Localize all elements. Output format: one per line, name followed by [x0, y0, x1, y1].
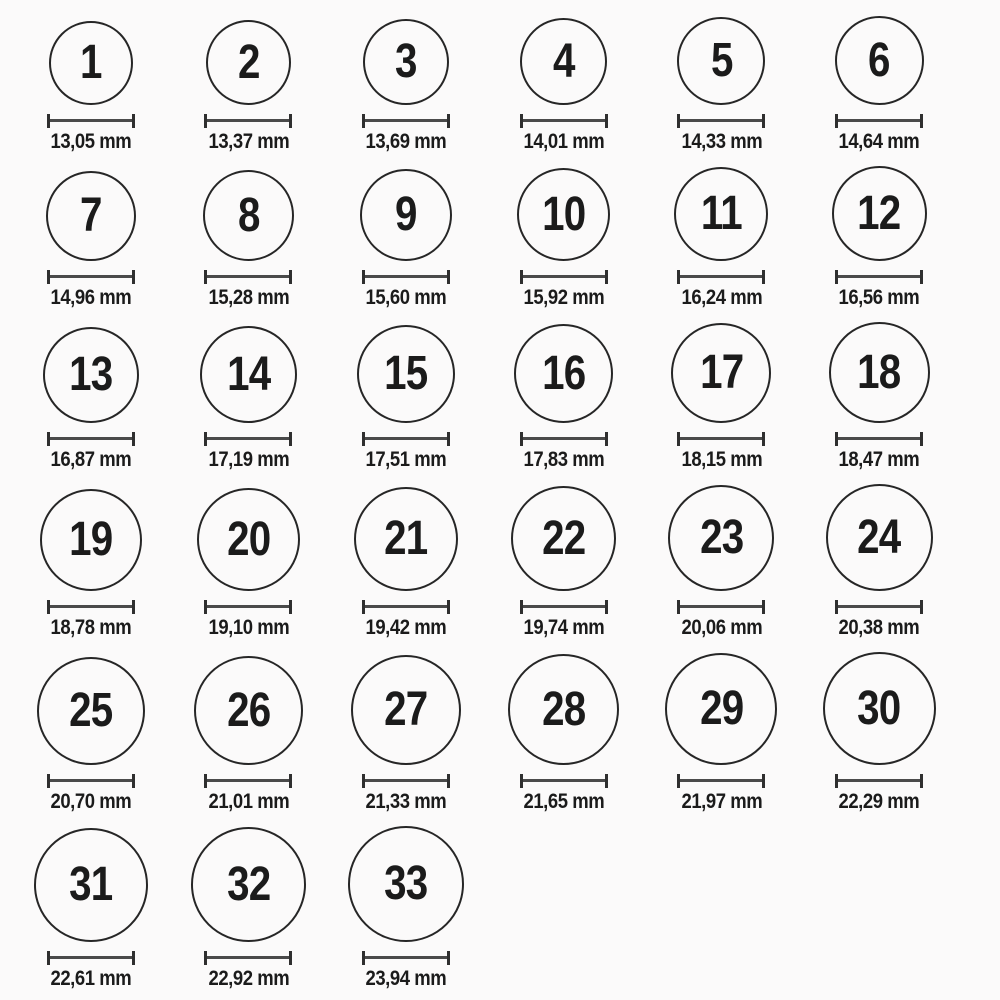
ring-size-number: 18 — [857, 345, 901, 399]
diameter-measure-line — [204, 951, 292, 965]
diameter-measure-line — [47, 114, 135, 128]
diameter-measure-line — [47, 432, 135, 446]
ring-size-number: 33 — [384, 857, 428, 911]
diameter-measure-line — [520, 774, 608, 788]
ring-size-item — [360, 169, 452, 309]
ring-size-item — [517, 168, 610, 309]
ring-circle — [823, 652, 936, 765]
ring-circle — [677, 17, 765, 105]
ring-size-item — [514, 324, 613, 471]
ring-circle — [520, 18, 607, 105]
ring-size-item — [203, 20, 295, 153]
ring-size-item — [40, 489, 142, 639]
diameter-label: 14,33 mm — [681, 130, 762, 153]
ring-circle — [674, 167, 768, 261]
diameter-measure-line — [204, 270, 292, 284]
diameter-label: 19,42 mm — [365, 616, 447, 640]
ring-size-number: 24 — [857, 510, 901, 564]
ring-size-item — [203, 170, 295, 309]
ring-size-number: 5 — [710, 34, 733, 87]
diameter-label: 23,94 mm — [365, 967, 447, 991]
diameter-label: 14,01 mm — [523, 130, 605, 153]
diameter-measure-line — [204, 114, 292, 128]
diameter-label: 15,28 mm — [208, 286, 289, 310]
ring-size-item — [194, 656, 303, 813]
diameter-label: 13,37 mm — [208, 130, 289, 153]
diameter-label: 18,78 mm — [50, 616, 132, 640]
ring-size-number: 20 — [226, 512, 271, 566]
ring-circle — [363, 19, 449, 105]
diameter-label: 21,01 mm — [208, 790, 289, 814]
ring-circle — [832, 166, 927, 261]
diameter-label: 22,29 mm — [838, 790, 920, 814]
ring-circle — [206, 20, 291, 105]
diameter-label: 21,65 mm — [523, 790, 605, 814]
ring-size-number: 29 — [699, 682, 744, 736]
diameter-label: 15,92 mm — [523, 286, 605, 310]
ring-size-number: 7 — [80, 189, 102, 243]
ring-size-number: 31 — [69, 858, 113, 912]
diameter-label: 16,56 mm — [838, 286, 920, 310]
ring-circle — [835, 16, 924, 105]
ring-circle — [665, 653, 777, 765]
ring-size-number: 3 — [395, 35, 417, 88]
ring-circle — [354, 487, 458, 591]
ring-circle — [360, 169, 452, 261]
diameter-label: 17,51 mm — [365, 448, 447, 472]
ring-size-number: 28 — [542, 682, 586, 736]
ring-size-number: 2 — [237, 35, 260, 89]
diameter-measure-line — [835, 114, 923, 128]
diameter-measure-line — [362, 432, 450, 446]
ring-size-item — [832, 166, 927, 309]
ring-circle — [508, 654, 619, 765]
ring-size-item — [674, 167, 768, 309]
diameter-label: 14,64 mm — [838, 130, 920, 153]
diameter-measure-line — [520, 432, 608, 446]
ring-size-number: 25 — [69, 684, 113, 738]
diameter-label: 22,92 mm — [208, 967, 289, 991]
ring-size-number: 32 — [226, 857, 271, 911]
diameter-measure-line — [835, 270, 923, 284]
ring-size-item — [511, 486, 616, 639]
diameter-measure-line — [835, 774, 923, 788]
diameter-measure-line — [362, 600, 450, 614]
ring-size-number: 14 — [226, 347, 271, 401]
ring-circle — [40, 489, 142, 591]
ring-size-number: 23 — [699, 511, 744, 565]
diameter-label: 14,96 mm — [50, 286, 132, 310]
ring-circle — [46, 171, 136, 261]
ring-size-item — [357, 325, 455, 471]
ring-size-item — [191, 827, 306, 990]
ring-size-item — [833, 16, 925, 153]
diameter-measure-line — [835, 432, 923, 446]
diameter-measure-line — [362, 270, 450, 284]
ring-size-number: 22 — [542, 511, 586, 565]
ring-size-number: 8 — [237, 188, 260, 242]
ring-size-number: 1 — [80, 36, 102, 89]
ring-circle — [200, 326, 297, 423]
ring-size-item — [826, 484, 933, 639]
ring-circle — [203, 170, 294, 261]
ring-circle — [514, 324, 613, 423]
ring-circle — [49, 21, 133, 105]
diameter-label: 21,33 mm — [365, 790, 447, 814]
ring-size-number: 12 — [857, 186, 901, 240]
diameter-label: 21,97 mm — [681, 790, 762, 814]
ring-circle — [668, 485, 774, 591]
ring-size-item — [37, 657, 145, 813]
ring-size-item — [43, 327, 139, 471]
diameter-label: 19,74 mm — [523, 616, 605, 640]
diameter-label: 18,15 mm — [681, 448, 762, 472]
diameter-label: 15,60 mm — [365, 286, 447, 310]
diameter-measure-line — [47, 270, 135, 284]
ring-size-number: 21 — [384, 512, 428, 566]
ring-size-item — [665, 653, 777, 813]
ring-size-item — [829, 322, 930, 471]
ring-size-item — [508, 654, 619, 813]
ring-circle — [43, 327, 139, 423]
diameter-measure-line — [47, 600, 135, 614]
ring-circle — [671, 323, 771, 423]
diameter-label: 16,87 mm — [50, 448, 132, 472]
diameter-measure-line — [520, 270, 608, 284]
ring-circle — [517, 168, 610, 261]
ring-circle — [37, 657, 145, 765]
diameter-measure-line — [835, 600, 923, 614]
ring-circle — [191, 827, 306, 942]
ring-size-number: 27 — [384, 683, 428, 737]
diameter-measure-line — [47, 951, 135, 965]
ring-size-number: 17 — [699, 346, 744, 400]
ring-circle — [351, 655, 461, 765]
diameter-label: 20,70 mm — [50, 790, 132, 814]
ring-size-item — [34, 828, 148, 990]
diameter-measure-line — [204, 432, 292, 446]
ring-size-item — [197, 488, 300, 639]
ring-size-item — [351, 655, 461, 813]
ring-circle — [194, 656, 303, 765]
diameter-measure-line — [47, 774, 135, 788]
ring-size-number: 6 — [868, 33, 890, 87]
ring-size-number: 13 — [69, 348, 113, 402]
ring-circle — [511, 486, 616, 591]
ring-size-number: 4 — [553, 34, 575, 88]
ring-circle — [348, 826, 464, 942]
diameter-label: 13,05 mm — [50, 130, 132, 153]
diameter-label: 20,38 mm — [838, 616, 920, 640]
diameter-label: 20,06 mm — [681, 616, 762, 640]
ring-circle — [829, 322, 930, 423]
ring-size-item — [518, 18, 610, 153]
ring-size-item — [360, 19, 452, 153]
diameter-measure-line — [362, 951, 450, 965]
diameter-measure-line — [677, 774, 765, 788]
diameter-label: 16,24 mm — [681, 286, 762, 310]
ring-size-number: 30 — [857, 681, 901, 735]
ring-size-item — [45, 171, 137, 309]
diameter-measure-line — [362, 774, 450, 788]
ring-size-item — [671, 323, 771, 471]
ring-size-item — [348, 826, 464, 990]
diameter-label: 13,69 mm — [365, 130, 447, 153]
ring-size-item — [823, 652, 936, 813]
ring-circle — [357, 325, 455, 423]
diameter-label: 17,19 mm — [208, 448, 289, 472]
ring-size-item — [354, 487, 458, 639]
ring-circle — [34, 828, 148, 942]
diameter-label: 19,10 mm — [208, 616, 289, 640]
ring-size-item — [200, 326, 297, 471]
ring-size-item — [45, 21, 137, 153]
ring-size-item — [668, 485, 774, 639]
diameter-measure-line — [362, 114, 450, 128]
diameter-measure-line — [677, 432, 765, 446]
diameter-measure-line — [677, 600, 765, 614]
ring-size-number: 10 — [542, 187, 586, 241]
diameter-measure-line — [520, 114, 608, 128]
diameter-label: 22,61 mm — [50, 967, 132, 991]
diameter-measure-line — [204, 600, 292, 614]
ring-circle — [826, 484, 933, 591]
diameter-measure-line — [520, 600, 608, 614]
ring-size-number: 19 — [69, 513, 113, 567]
diameter-label: 18,47 mm — [838, 448, 920, 472]
ring-size-number: 16 — [542, 346, 586, 400]
ring-size-number: 26 — [226, 683, 271, 737]
ring-size-item — [676, 17, 768, 153]
ring-size-number: 11 — [701, 187, 742, 241]
ring-size-number: 9 — [395, 188, 417, 242]
ring-circle — [197, 488, 300, 591]
ring-size-number: 15 — [384, 347, 428, 401]
diameter-measure-line — [677, 114, 765, 128]
diameter-measure-line — [677, 270, 765, 284]
diameter-label: 17,83 mm — [523, 448, 605, 472]
diameter-measure-line — [204, 774, 292, 788]
